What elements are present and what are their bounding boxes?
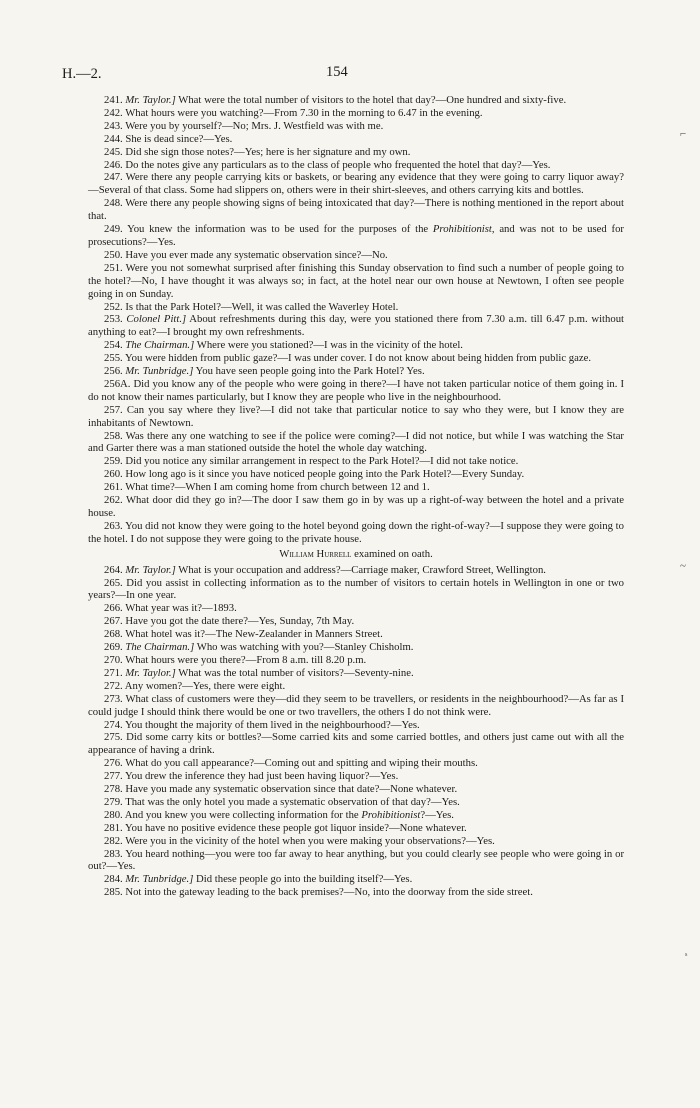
- speaker-name: Mr. Tunbridge.]: [125, 365, 194, 378]
- question-text: Were you by yourself?—No; Mrs. J. Westfield was with me.: [125, 119, 384, 132]
- question-number: 252.: [104, 300, 123, 313]
- question-text: What hours were you watching?—From 7.30 in the morning to 6.47 in the evening.: [125, 106, 483, 119]
- question-number: 270.: [104, 653, 123, 666]
- question-paragraph: [88, 223, 624, 249]
- question-paragraph: [88, 365, 624, 378]
- question-text: Have you ever made any systematic observation since?—No.: [125, 248, 388, 261]
- speaker-name: The Chairman.]: [125, 641, 195, 654]
- question-paragraph: [88, 133, 624, 146]
- question-paragraph: [88, 313, 624, 339]
- witness-heading-text: examined on oath.: [351, 547, 433, 560]
- question-paragraph: [88, 757, 624, 770]
- question-text: What hotel was it?—The New-Zealander in Manners Street.: [125, 628, 383, 641]
- question-paragraph: [88, 481, 624, 494]
- question-number: 257.: [104, 403, 123, 416]
- speaker-name: Mr. Tunbridge.]: [125, 873, 194, 886]
- question-paragraph: [88, 468, 624, 481]
- question-text: Not into the gateway leading to the back premises?—No, into the doorway from the side street.: [125, 886, 533, 899]
- question-text: What door did they go in?—The door I saw them go in by was up a right-of-way between the hotel and a private house.: [88, 494, 624, 519]
- question-paragraph: [88, 886, 624, 899]
- question-paragraph: [88, 796, 624, 809]
- question-paragraph: [88, 352, 624, 365]
- speaker-name: Mr. Taylor.]: [125, 666, 176, 679]
- question-text: You thought the majority of them lived in the neighbourhood?—Yes.: [124, 718, 420, 731]
- question-number: 277.: [104, 770, 123, 783]
- question-paragraph: [88, 719, 624, 732]
- question-text: Have you got the date there?—Yes, Sunday, 7th May.: [125, 615, 355, 628]
- question-text: You have no positive evidence these people got liquor inside?—None whatever.: [124, 821, 467, 834]
- question-text: You were hidden from public gaze?—I was under cover. I do not know about being hidden from public gaze.: [124, 352, 592, 365]
- question-text: Did you assist in collecting information as to the number of visitors to certain hotels in Wellington in one or two years?—In one year.: [88, 576, 625, 602]
- question-paragraph: [88, 628, 624, 641]
- question-text: You did not know they were going to the hotel beyond going down the right-of-way?—I suppose they were going to the hotel. I do not suppose they were going to the private house.: [88, 519, 624, 545]
- question-number: 243.: [104, 119, 123, 132]
- question-number: 251.: [104, 261, 123, 274]
- question-text: Did some carry kits or bottles?—Some carried kits and some carried bottles, and others just came out with all the appearance of having a drink.: [88, 731, 624, 757]
- question-paragraph: [88, 378, 624, 404]
- question-number: 259.: [104, 455, 123, 468]
- question-number: 260.: [104, 468, 123, 481]
- question-paragraph: [88, 835, 624, 848]
- question-number: 267.: [104, 615, 123, 628]
- witness-name: William Hurrell: [279, 547, 352, 560]
- question-number: 266.: [104, 602, 123, 615]
- question-number: 281.: [104, 821, 123, 834]
- question-text: Have you made any systematic observation since that date?—None whatever.: [125, 783, 458, 796]
- publication-title: Prohibitionist: [361, 808, 421, 821]
- question-number: 284.: [104, 873, 123, 886]
- question-number: 282.: [104, 834, 123, 847]
- question-text: What do you call appearance?—Coming out and spitting and wiping their mouths.: [125, 757, 478, 770]
- question-number: 275.: [104, 731, 123, 744]
- question-number: 274.: [104, 718, 123, 731]
- question-text: Were you in the vicinity of the hotel when you were making your observations?—Yes.: [125, 834, 495, 847]
- question-text: Who was watching with you?—Stanley Chisholm.: [196, 641, 414, 654]
- question-paragraph: [88, 564, 624, 577]
- question-paragraph: [88, 654, 624, 667]
- question-text: You heard nothing—you were too far away to hear anything, but you could clearly see people who were going in or out?—Yes.: [88, 847, 625, 873]
- question-text: What hours were you there?—From 8 a.m. till 8.20 p.m.: [125, 653, 367, 666]
- question-number: 273.: [104, 692, 123, 705]
- question-paragraph: [88, 693, 624, 719]
- question-number: 256A.: [104, 377, 131, 390]
- question-text: Did she sign those notes?—Yes; here is her signature and my own.: [125, 145, 411, 158]
- question-text: ?—Yes.: [420, 808, 454, 821]
- question-number: 249.: [104, 223, 123, 236]
- question-paragraph: [88, 197, 624, 223]
- question-paragraph: [88, 873, 624, 886]
- question-number: 283.: [104, 847, 123, 860]
- witness-heading: [88, 548, 624, 561]
- question-number: 269.: [104, 641, 123, 654]
- question-text: You have seen people going into the Park Hotel? Yes.: [195, 365, 425, 378]
- question-number: 272.: [104, 679, 123, 692]
- question-number: 248.: [104, 197, 123, 210]
- question-paragraph: [88, 848, 624, 874]
- document-code: H.—2.: [62, 66, 102, 82]
- question-text: Did these people go into the building itself?—Yes.: [196, 873, 413, 886]
- question-text: Do the notes give any particulars as to the class of people who frequented the hotel that day?—Yes.: [125, 158, 551, 171]
- margin-mark: ⌐: [680, 128, 687, 140]
- speaker-name: Mr. Taylor.]: [125, 94, 176, 106]
- question-number: 254.: [104, 339, 123, 352]
- speaker-name: Colonel Pitt.]: [126, 313, 187, 326]
- question-paragraph: [88, 171, 624, 197]
- question-paragraph: [88, 520, 624, 546]
- question-paragraph: [88, 667, 624, 680]
- question-number: 271.: [104, 666, 123, 679]
- question-number: 264.: [104, 563, 123, 576]
- question-text: Can you say where they live?—I did not take that particular notice to say who they were, but I know they are inhabitants of Newtown.: [88, 403, 625, 429]
- question-text: How long ago is it since you have noticed people going into the Park Hotel?—Every Sunday.: [125, 468, 525, 481]
- question-number: 245.: [104, 145, 123, 158]
- question-paragraph: [88, 822, 624, 835]
- question-text: What year was it?—1893.: [125, 602, 237, 615]
- question-text: Any women?—Yes, there were eight.: [124, 679, 286, 692]
- question-number: 265.: [104, 576, 123, 589]
- question-text: , and was not to be used for prosecutions?—Yes.: [88, 223, 624, 248]
- question-paragraph: [88, 301, 624, 314]
- question-paragraph: [88, 770, 624, 783]
- question-number: 268.: [104, 628, 123, 641]
- question-paragraph: [88, 615, 624, 628]
- question-text: You knew the information was to be used for the purposes of the: [127, 223, 433, 236]
- speaker-name: Mr. Taylor.]: [125, 563, 176, 576]
- page-number: 154: [326, 64, 348, 80]
- question-text: She is dead since?—Yes.: [125, 132, 233, 145]
- question-text: Is that the Park Hotel?—Well, it was called the Waverley Hotel.: [125, 300, 399, 313]
- question-number: 263.: [104, 519, 123, 532]
- question-text: What were the total number of visitors to the hotel that day?—One hundred and sixty-five.: [178, 94, 567, 106]
- question-paragraph: [88, 641, 624, 654]
- question-text: What was the total number of visitors?—Seventy-nine.: [178, 666, 414, 679]
- question-paragraph: [88, 602, 624, 615]
- question-number: 247.: [104, 171, 123, 184]
- question-number: 255.: [104, 352, 123, 365]
- question-paragraph: [88, 494, 624, 520]
- question-paragraph: [88, 404, 624, 430]
- question-paragraph: [88, 680, 624, 693]
- question-paragraph: [88, 455, 624, 468]
- question-text: Did you know any of the people who were going in there?—I have not taken particular notice of them going in. I do not know their names particularly, but I know they are people who live in the neighbourhood.: [88, 377, 625, 403]
- question-text: What is your occupation and address?—Carriage maker, Crawford Street, Wellington.: [178, 563, 546, 576]
- question-paragraph: [88, 783, 624, 796]
- question-paragraph: [88, 809, 624, 822]
- question-number: 246.: [104, 158, 123, 171]
- question-number: 285.: [104, 886, 123, 899]
- question-text: Was there any one watching to see if the police were coming?—I did not notice, but while I was watching the Star and Garter there was a man stationed outside the hotel the whole day watching.: [88, 429, 624, 455]
- question-number: 258.: [104, 429, 123, 442]
- question-number: 244.: [104, 132, 123, 145]
- question-text: About refreshments during this day, were you stationed there from 7.30 a.m. till 6.47 p.m. without anything to eat?—I brought my own refreshments.: [88, 313, 625, 339]
- question-number: 262.: [104, 494, 123, 507]
- question-paragraph: [88, 249, 624, 262]
- question-paragraph: [88, 577, 624, 603]
- question-number: 276.: [104, 757, 123, 770]
- question-paragraph: [88, 120, 624, 133]
- testimony-body: [88, 94, 624, 899]
- question-text: What time?—When I am coming home from church between 12 and 1.: [125, 481, 430, 494]
- question-number: 250.: [104, 248, 123, 261]
- question-number: 279.: [104, 795, 123, 808]
- question-text: What class of customers were they—did they seem to be travellers, or residents in the neighbourhood?—As far as I could judge I should think there would be one or two travellers, the others I do not think were.: [88, 692, 624, 718]
- question-number: 242.: [104, 106, 123, 119]
- question-paragraph: [88, 107, 624, 120]
- question-text: Were you not somewhat surprised after finishing this Sunday observation to find such a number of people going to the hotel?—No, I have thought it was always so; in fact, at the hotel near our own house at Newtown, I often see people going in on Sunday.: [88, 261, 625, 300]
- question-text: Were there any people carrying kits or baskets, or bearing any evidence that they were going to carry liquor away?—Several of that class. Some had slippers on, others were in their shirt-sleeves, and others carrying kits and bottles.: [88, 171, 624, 197]
- question-number: 241.: [104, 94, 123, 106]
- question-text: That was the only hotel you made a systematic observation of that day?—Yes.: [125, 795, 460, 808]
- question-text: And you knew you were collecting information for the: [124, 808, 362, 821]
- question-paragraph: [88, 262, 624, 301]
- question-paragraph: [88, 146, 624, 159]
- publication-title: Prohibitionist: [432, 223, 492, 236]
- question-number: 261.: [104, 481, 123, 494]
- question-paragraph: [88, 159, 624, 172]
- speaker-name: The Chairman.]: [125, 339, 195, 352]
- question-paragraph: [88, 339, 624, 352]
- question-text: You drew the inference they had just been having liquor?—Yes.: [124, 770, 399, 783]
- question-paragraph: [88, 430, 624, 456]
- question-number: 253.: [104, 313, 123, 326]
- question-paragraph: [88, 94, 624, 107]
- question-text: Were there any people showing signs of being intoxicated that day?—There is nothing mentioned in the report about that.: [88, 197, 624, 223]
- question-text: Did you notice any similar arrangement in respect to the Park Hotel?—I did not take notice.: [125, 455, 519, 468]
- margin-mark: ˢ: [685, 950, 688, 962]
- question-number: 280.: [104, 808, 123, 821]
- question-number: 256.: [104, 365, 123, 378]
- question-text: Where were you stationed?—I was in the vicinity of the hotel.: [196, 339, 463, 352]
- question-paragraph: [88, 731, 624, 757]
- question-number: 278.: [104, 783, 123, 796]
- margin-mark: ~: [680, 560, 686, 572]
